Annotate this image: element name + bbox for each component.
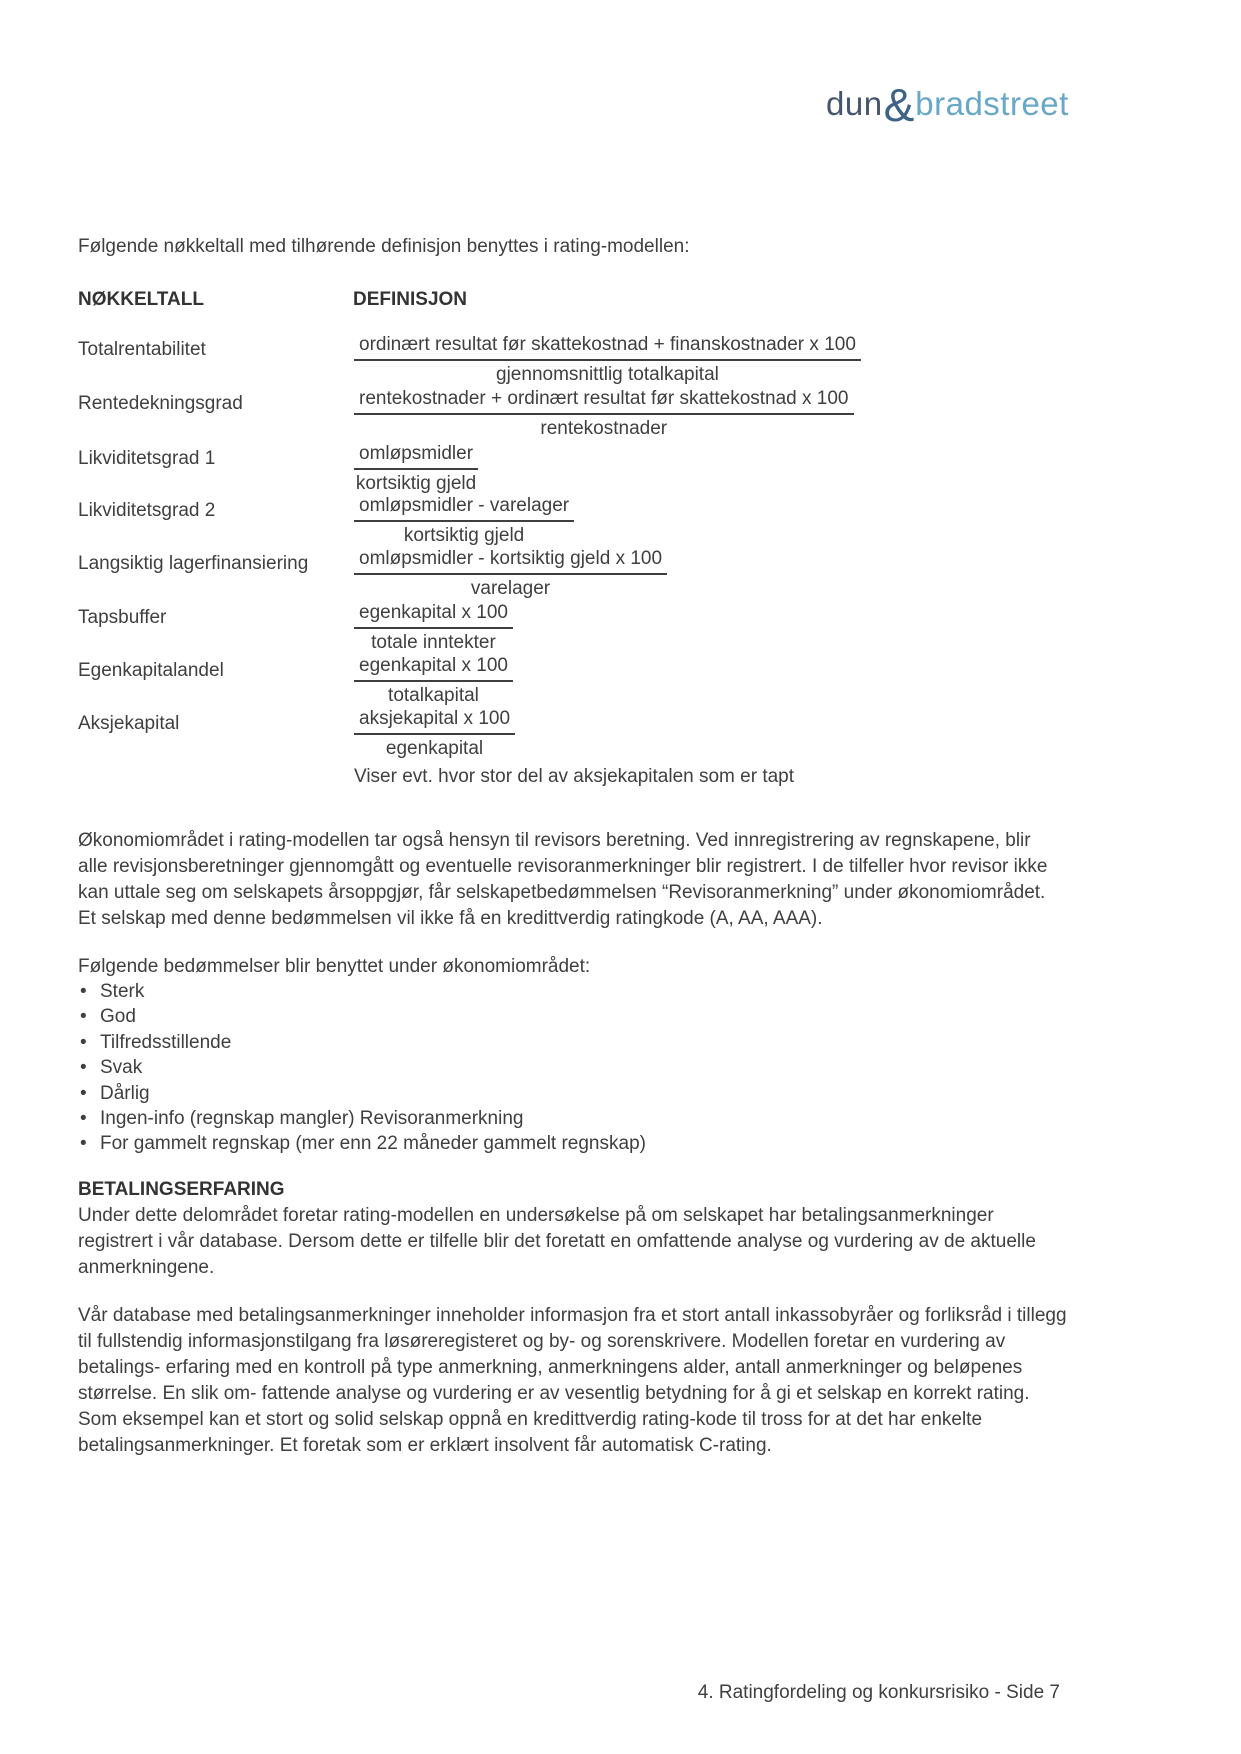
logo-ampersand-icon: & <box>883 79 915 131</box>
fraction-denominator: totalkapital <box>388 685 479 706</box>
fraction-numerator: omløpsmidler - varelager <box>354 493 574 522</box>
definition-fraction <box>354 546 667 602</box>
fraction-numerator: ordinært resultat før skattekostnad + finanskostnader x 100 <box>354 332 861 361</box>
column-header-nokkeltall: NØKKELTALL <box>78 289 204 310</box>
definition-fraction <box>354 706 515 762</box>
list-item: • Ingen-info (regnskap mangler) Revisoranmerkning <box>78 1106 646 1131</box>
definition-fraction <box>354 332 861 388</box>
fraction-denominator: gjennomsnittlig totalkapital <box>496 364 719 385</box>
fraction-denominator: kortsiktig gjeld <box>403 525 525 546</box>
key-figure-label: Likviditetsgrad 1 <box>78 448 216 469</box>
section-heading-betalingserfaring: BETALINGSERFARING <box>78 1179 285 1200</box>
definition-fraction <box>354 653 513 709</box>
key-figure-label: Likviditetsgrad 2 <box>78 500 216 521</box>
assessments-block <box>78 954 646 1157</box>
fraction-numerator: rentekostnader + ordinært resultat før skattekostnad x 100 <box>354 386 854 415</box>
fraction-numerator: egenkapital x 100 <box>354 653 513 682</box>
definition-fraction <box>354 493 574 549</box>
list-item: • Tilfredsstillende <box>78 1030 646 1055</box>
fraction-denominator: varelager <box>470 578 551 599</box>
payment-paragraph-1: Under dette delområdet foretar rating-modellen en undersøkelse på om selskapet har betalingsanmerkninger registrert i vår database. Dersom dette er tilfelle blir det foretatt en omfattende analyse og vurdering av de aktuelle anmerkningene. <box>78 1205 1036 1278</box>
payment-paragraph-2: Vår database med betalingsanmerkninger inneholder informasjon fra et stort antall inkassobyråer og forliksråd i tillegg til fullstendig informasjonstilgang fra løsøreregisteret og by- og sorenskrivere. Modellen foretar en vurdering av betalings- erfaring med en kontroll på type anmerkning, anmerkningens alder, antall anmerkninger og beløpenes størrelse. En slik om- fattende analyse og vurdering er av vesentlig betydning for å gi et selskap en korrekt rating. Som eksempel kan et stort og solid selskap oppnå en kredittverdig rating-kode til tross for at det har enkelte betalingsanmerkninger. Et foretak som er erklært insolvent får automatisk C-rating. <box>78 1305 1067 1456</box>
column-header-definisjon: DEFINISJON <box>353 289 468 310</box>
fraction-numerator: egenkapital x 100 <box>354 600 513 629</box>
key-figure-label: Tapsbuffer <box>78 607 167 628</box>
key-figure-label: Rentedekningsgrad <box>78 393 243 414</box>
assessments-list <box>78 979 646 1157</box>
list-item: • Dårlig <box>78 1081 646 1106</box>
fraction-denominator: egenkapital <box>385 738 484 759</box>
key-figure-label: Aksjekapital <box>78 713 180 734</box>
fraction-denominator: totale inntekter <box>371 632 496 653</box>
key-figure-label: Egenkapitalandel <box>78 660 224 681</box>
definition-fraction <box>354 600 513 656</box>
list-item: • Sterk <box>78 979 646 1004</box>
logo-word-bradstreet: bradstreet <box>915 85 1069 122</box>
fraction-denominator: kortsiktig gjeld <box>355 473 477 494</box>
aksjekapital-note: Viser evt. hvor stor del av aksjekapitalen som er tapt <box>354 766 795 787</box>
economy-paragraph: Økonomiområdet i rating-modellen tar også hensyn til revisors beretning. Ved innregistrering av regnskapene, blir alle revisjonsberetninger gjennomgått og eventuelle revisoranmerkninger blir registrert. I de tilfeller hvor revisor ikke kan uttale seg om selskapets årsoppgjør, får selskapetbedømmelsen “Revisoranmerkning” under økonomiområdet. Et selskap med denne bedømmelsen vil ikke få en kredittverdig ratingkode (A, AA, AAA). <box>78 830 1048 929</box>
key-figure-label: Totalrentabilitet <box>78 339 206 360</box>
assessments-intro: Følgende bedømmelser blir benyttet under økonomiområdet: <box>78 956 591 977</box>
fraction-denominator: rentekostnader <box>540 418 668 439</box>
definition-fraction <box>354 441 478 497</box>
list-item: • For gammelt regnskap (mer enn 22 måneder gammelt regnskap) <box>78 1131 646 1156</box>
fraction-numerator: omløpsmidler - kortsiktig gjeld x 100 <box>354 546 667 575</box>
intro-text: Følgende nøkkeltall med tilhørende definisjon benyttes i rating-modellen: <box>78 236 690 257</box>
page-footer: 4. Ratingfordeling og konkursrisiko - Side 7 <box>697 1682 1060 1703</box>
key-figure-label: Langsiktig lagerfinansiering <box>78 553 309 574</box>
list-item: • God <box>78 1004 646 1029</box>
list-item: • Svak <box>78 1055 646 1080</box>
fraction-numerator: omløpsmidler <box>354 441 478 470</box>
fraction-numerator: aksjekapital x 100 <box>354 706 515 735</box>
dun-and-bradstreet-logo <box>826 76 1069 131</box>
logo-word-dun: dun <box>826 85 883 122</box>
definition-fraction <box>354 386 854 442</box>
